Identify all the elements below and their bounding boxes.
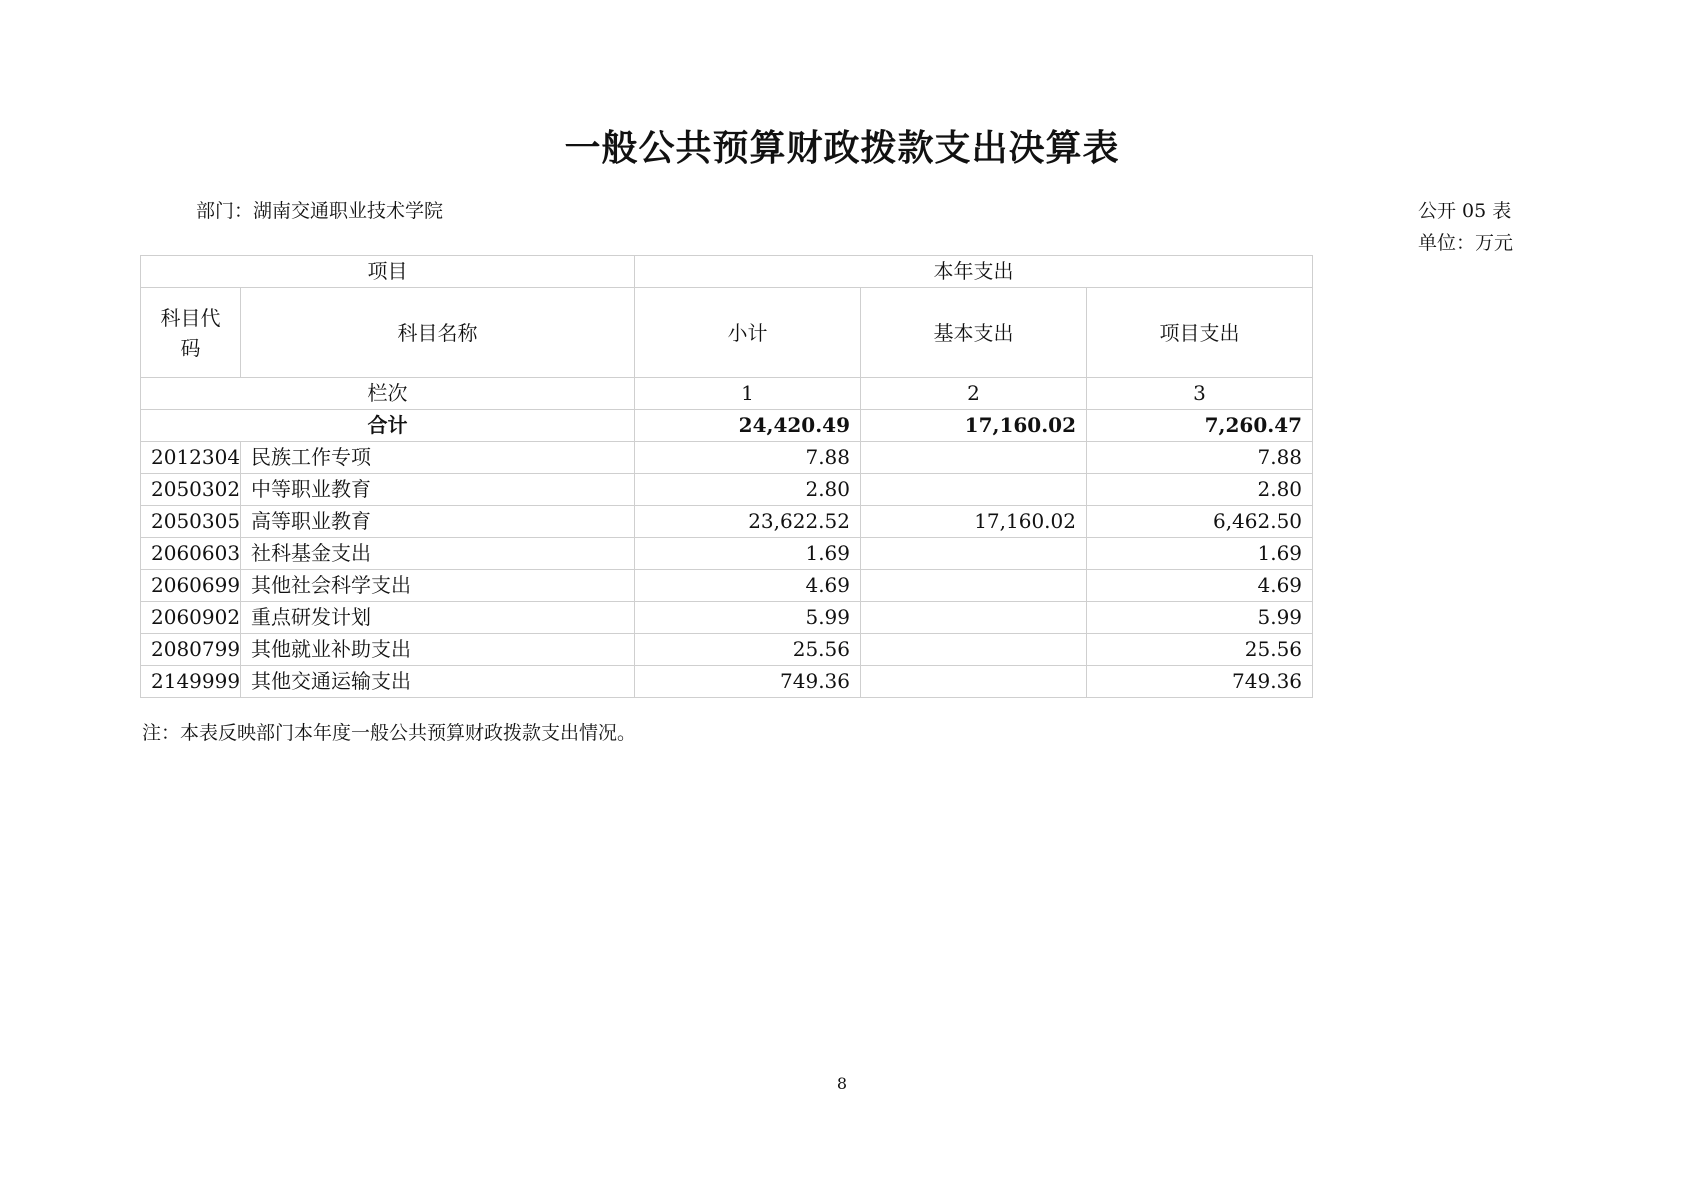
row-subtotal: 4.69	[635, 570, 861, 602]
header-item: 项目	[141, 256, 635, 288]
col-subtotal-header: 小计	[635, 288, 861, 378]
row-code: 2149999	[141, 666, 241, 698]
row-project: 5.99	[1087, 602, 1313, 634]
table-row	[141, 474, 1313, 506]
row-project: 749.36	[1087, 666, 1313, 698]
row-code: 2060699	[141, 570, 241, 602]
row-code: 2050305	[141, 506, 241, 538]
department-label: 部门：湖南交通职业技术学院	[196, 200, 444, 222]
row-project: 6,462.50	[1087, 506, 1313, 538]
header-row	[141, 256, 1313, 288]
column-index-row	[141, 378, 1313, 410]
row-basic	[861, 634, 1087, 666]
row-project: 4.69	[1087, 570, 1313, 602]
table-row	[141, 570, 1313, 602]
column-index-3: 3	[1087, 378, 1313, 410]
row-basic	[861, 602, 1087, 634]
row-name: 其他就业补助支出	[241, 634, 635, 666]
row-code: 2050302	[141, 474, 241, 506]
row-subtotal: 1.69	[635, 538, 861, 570]
row-basic: 17,160.02	[861, 506, 1087, 538]
row-name: 高等职业教育	[241, 506, 635, 538]
col-code-header: 科目代码	[141, 288, 241, 378]
expenditure-table	[140, 255, 1313, 698]
column-index-2: 2	[861, 378, 1087, 410]
row-basic	[861, 474, 1087, 506]
total-project: 7,260.47	[1087, 410, 1313, 442]
table-row	[141, 634, 1313, 666]
table-row	[141, 506, 1313, 538]
row-code: 2080799	[141, 634, 241, 666]
row-name: 重点研发计划	[241, 602, 635, 634]
row-code: 2060603	[141, 538, 241, 570]
total-label: 合计	[141, 410, 635, 442]
row-subtotal: 749.36	[635, 666, 861, 698]
row-name: 其他交通运输支出	[241, 666, 635, 698]
row-project: 25.56	[1087, 634, 1313, 666]
row-basic	[861, 538, 1087, 570]
page-number: 8	[836, 1074, 848, 1093]
row-basic	[861, 666, 1087, 698]
row-code: 2012304	[141, 442, 241, 474]
column-index-1: 1	[635, 378, 861, 410]
form-number: 公开 05 表	[1418, 200, 1512, 222]
table-row	[141, 442, 1313, 474]
table-note: 注：本表反映部门本年度一般公共预算财政拨款支出情况。	[142, 722, 637, 744]
col-basic-header: 基本支出	[861, 288, 1087, 378]
page-title: 一般公共预算财政拨款支出决算表	[564, 127, 1120, 169]
table-row	[141, 602, 1313, 634]
column-index-label: 栏次	[141, 378, 635, 410]
row-basic	[861, 570, 1087, 602]
row-subtotal: 23,622.52	[635, 506, 861, 538]
row-name: 其他社会科学支出	[241, 570, 635, 602]
table-row	[141, 538, 1313, 570]
row-project: 2.80	[1087, 474, 1313, 506]
row-name: 社科基金支出	[241, 538, 635, 570]
subheader-row	[141, 288, 1313, 378]
row-subtotal: 5.99	[635, 602, 861, 634]
row-subtotal: 2.80	[635, 474, 861, 506]
row-project: 7.88	[1087, 442, 1313, 474]
table-row	[141, 666, 1313, 698]
row-name: 民族工作专项	[241, 442, 635, 474]
header-year-expenditure: 本年支出	[635, 256, 1313, 288]
row-name: 中等职业教育	[241, 474, 635, 506]
row-project: 1.69	[1087, 538, 1313, 570]
row-code: 2060902	[141, 602, 241, 634]
total-subtotal: 24,420.49	[635, 410, 861, 442]
col-name-header: 科目名称	[241, 288, 635, 378]
row-basic	[861, 442, 1087, 474]
row-subtotal: 25.56	[635, 634, 861, 666]
total-row	[141, 410, 1313, 442]
col-project-header: 项目支出	[1087, 288, 1313, 378]
total-basic: 17,160.02	[861, 410, 1087, 442]
row-subtotal: 7.88	[635, 442, 861, 474]
unit-label: 单位：万元	[1418, 232, 1514, 254]
